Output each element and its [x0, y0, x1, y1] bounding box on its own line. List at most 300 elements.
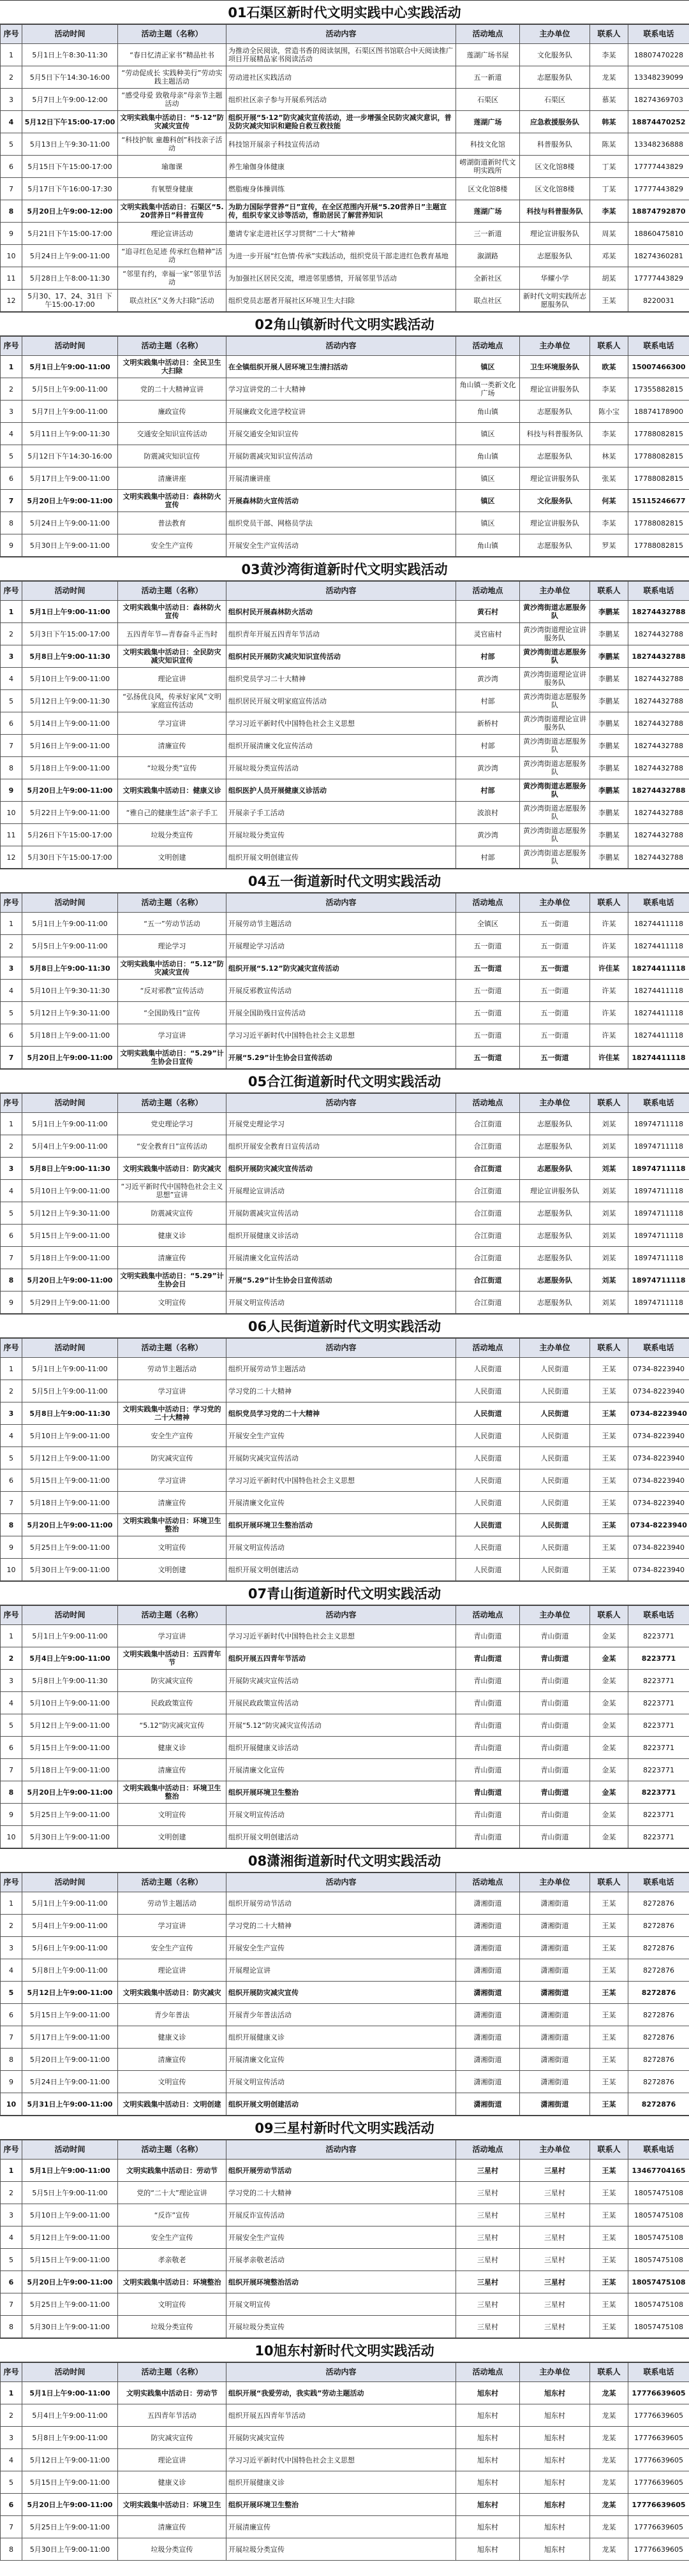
table-cell: 13348236888 — [628, 133, 689, 156]
table-row — [1, 423, 689, 445]
table-cell: 18274432788 — [628, 690, 689, 712]
table-cell: 人民街道 — [456, 1402, 520, 1425]
table-cell: 五四青年节—青春奋斗正当时 — [118, 623, 226, 645]
table-cell: 王某 — [590, 1380, 628, 1402]
table-cell: 5月24日上午9:00-11:00 — [22, 2071, 118, 2093]
table-cell: 5 — [1, 1447, 22, 1469]
table-cell: 5月30日上午9:00-11:00 — [22, 2316, 118, 2338]
section-title: 09三星村新时代文明实践活动 — [0, 2116, 689, 2140]
table-cell: 5月18日上午9:00-11:00 — [22, 757, 118, 779]
table-cell: 防灾减灾宣传 — [118, 1447, 226, 1469]
table-cell: 王某 — [590, 1536, 628, 1559]
table-cell: 黄沙湾街道理论宣讲服务队 — [520, 712, 590, 735]
table-cell: 王某 — [590, 2293, 628, 2316]
table-cell: 金某 — [590, 1647, 628, 1670]
column-header: 联系电话 — [628, 2140, 689, 2160]
table-row — [1, 1269, 689, 1292]
table-cell: 17788082815 — [628, 534, 689, 557]
section-1 — [0, 0, 689, 312]
table-cell: 黄沙湾街道志愿服务队 — [520, 802, 590, 824]
table-row — [1, 401, 689, 423]
table-cell: 5月1日上午9:00-11:00 — [22, 1892, 118, 1915]
table-cell: 文明实践集中活动日：环境卫生 — [118, 2494, 226, 2516]
table-cell: 五一街道 — [520, 1047, 590, 1069]
table-cell: 青山街道 — [456, 1781, 520, 1804]
table-row — [1, 757, 689, 779]
table-cell: 1 — [1, 1358, 22, 1380]
table-cell: 志愿服务队 — [520, 1292, 590, 1314]
table-cell: 7 — [1, 1759, 22, 1781]
table-row — [1, 1514, 689, 1536]
table-cell: 8272876 — [628, 1892, 689, 1915]
table-cell: 4 — [1, 1180, 22, 1202]
activity-table — [0, 2140, 689, 2338]
table-cell: 组织居民开展文明家庭宣传活动 — [226, 690, 456, 712]
table-cell: 7 — [1, 2026, 22, 2049]
table-cell: 青山街道 — [520, 1759, 590, 1781]
column-header: 联系人 — [590, 894, 628, 913]
table-cell: 2 — [1, 2404, 22, 2427]
table-header-row — [1, 2140, 689, 2160]
column-header: 活动主题（名称） — [118, 337, 226, 356]
table-cell: 开展清廉宣传 — [226, 2516, 456, 2538]
table-cell: 文明实践集中活动日：石渠区“5.20营养日”科普宣传 — [118, 200, 226, 223]
table-cell: 青山街道 — [520, 1625, 590, 1647]
table-row — [1, 1469, 689, 1492]
section-title: 03黄沙湾街道新时代文明实践活动 — [0, 557, 689, 581]
column-header: 活动内容 — [226, 1339, 456, 1358]
table-cell: 许佳某 — [590, 957, 628, 980]
table-cell: 5月5日上午9:00-11:00 — [22, 1380, 118, 1402]
column-header: 联系人 — [590, 582, 628, 601]
table-cell: 三星村 — [520, 2182, 590, 2204]
table-cell: 18274432788 — [628, 824, 689, 846]
table-cell: 文明实践集中活动日：环境卫生整治 — [118, 1781, 226, 1804]
table-cell: 组织党员学习二十大精神 — [226, 668, 456, 690]
table-cell: “雅自己的健康生活”亲子手工 — [118, 802, 226, 824]
table-cell: 开展防震减灾宣传活动 — [226, 1202, 456, 1225]
table-cell: 村部 — [456, 690, 520, 712]
table-cell: 刘某 — [590, 1113, 628, 1135]
table-row — [1, 2071, 689, 2093]
table-cell: 文明实践集中活动日：劳动节 — [118, 2160, 226, 2182]
table-cell: 文明实践集中活动日：环境卫生整治 — [118, 1514, 226, 1536]
table-cell: 潇湘街道 — [456, 1937, 520, 1959]
table-cell: 2 — [1, 1135, 22, 1158]
table-cell: 开展垃圾分类宣传活动 — [226, 757, 456, 779]
table-cell: 全镇区 — [456, 913, 520, 935]
table-cell: 组织开展劳动节活动 — [226, 1892, 456, 1915]
table-cell: 0734-8223940 — [628, 1492, 689, 1514]
table-cell: 志愿服务队 — [520, 1202, 590, 1225]
table-row — [1, 935, 689, 957]
table-cell: 李某 — [590, 44, 628, 66]
table-cell: 18874470252 — [628, 111, 689, 133]
table-cell: 青山街道 — [520, 1670, 590, 1692]
table-cell: 10 — [1, 1826, 22, 1848]
table-cell: 10 — [1, 1559, 22, 1581]
section-title: 04五一街道新时代文明实践活动 — [0, 869, 689, 893]
table-cell: 1 — [1, 1625, 22, 1647]
table-cell: 开展安全生产宣传 — [226, 1937, 456, 1959]
table-cell: 潇湘街道 — [456, 2049, 520, 2071]
table-cell: 健康义诊 — [118, 1737, 226, 1759]
table-cell: 开展廉政文化进学校宣讲 — [226, 401, 456, 423]
table-cell: 莲湖广场书屋 — [456, 44, 520, 66]
table-cell: 李鹏某 — [590, 712, 628, 735]
table-row — [1, 980, 689, 1002]
column-header: 序号 — [1, 1873, 22, 1892]
table-header-row — [1, 1339, 689, 1358]
table-cell: 9 — [1, 1292, 22, 1314]
table-cell: 健康义诊 — [118, 2471, 226, 2494]
table-cell: 开展清廉讲座 — [226, 467, 456, 490]
column-header: 联系人 — [590, 1606, 628, 1625]
table-cell: 3 — [1, 957, 22, 980]
table-cell: 五一街道 — [456, 1024, 520, 1047]
table-cell: 组织开展健康义诊 — [226, 2471, 456, 2494]
section-7 — [0, 1581, 689, 1848]
table-cell: 8 — [1, 2316, 22, 2338]
table-row — [1, 2494, 689, 2516]
table-cell: 旭东村 — [520, 2471, 590, 2494]
table-cell: 五一街道 — [520, 913, 590, 935]
table-cell: 4 — [1, 1959, 22, 1982]
table-cell: 志愿服务队 — [520, 1113, 590, 1135]
table-row — [1, 735, 689, 757]
table-row — [1, 1292, 689, 1314]
column-header: 活动地点 — [456, 2363, 520, 2382]
table-cell: 3 — [1, 401, 22, 423]
table-cell: 组织村民开展防灾减灾知识宣传活动 — [226, 645, 456, 668]
table-cell: 学习习近平新时代中国特色社会主义思想 — [226, 1625, 456, 1647]
table-cell: 潇湘街道 — [520, 1937, 590, 1959]
table-row — [1, 1113, 689, 1135]
table-cell: 开展防灾减灾宣传 — [226, 2427, 456, 2449]
table-cell: 文明实践集中活动日：环境整治 — [118, 2271, 226, 2293]
table-cell: 胡某 — [590, 267, 628, 290]
table-cell: 5月10日上午9:00-11:00 — [22, 1692, 118, 1714]
column-header: 活动主题（名称） — [118, 1094, 226, 1113]
column-header: 联系人 — [590, 337, 628, 356]
table-row — [1, 623, 689, 645]
column-header: 活动内容 — [226, 2363, 456, 2382]
table-cell: 18274369703 — [628, 89, 689, 111]
table-cell: 石渠区 — [520, 89, 590, 111]
table-row — [1, 178, 689, 200]
table-cell: 6 — [1, 1225, 22, 1247]
table-cell: 开展森林防火宣传活动 — [226, 490, 456, 512]
table-cell: 5月10日上午9:00-11:00 — [22, 1180, 118, 1202]
table-row — [1, 957, 689, 980]
table-cell: 王某 — [590, 1559, 628, 1581]
table-cell: 5月24日上午9:00-11:00 — [22, 245, 118, 267]
table-cell: 青山街道 — [520, 1781, 590, 1804]
table-cell: 潇湘街道 — [456, 1892, 520, 1915]
table-cell: 8223771 — [628, 1826, 689, 1848]
table-cell: 旭东村 — [456, 2427, 520, 2449]
table-cell: 理论学习 — [118, 935, 226, 957]
table-cell: 组织开展防灾减灾宣传 — [226, 1982, 456, 2004]
table-cell: 李鹏某 — [590, 802, 628, 824]
table-cell: 镇区 — [456, 490, 520, 512]
table-cell: 周某 — [590, 223, 628, 245]
table-row — [1, 1670, 689, 1692]
activity-table — [0, 1605, 689, 1848]
table-cell: 王某 — [590, 1915, 628, 1937]
column-header: 活动内容 — [226, 337, 456, 356]
table-cell: 三星村 — [456, 2249, 520, 2271]
table-cell: 组织开展健康义诊活动 — [226, 1225, 456, 1247]
table-cell: 5月12日下午15:00-17:00 — [22, 111, 118, 133]
table-row — [1, 2404, 689, 2427]
column-header: 活动主题（名称） — [118, 1339, 226, 1358]
table-cell: 13467704165 — [628, 2160, 689, 2182]
table-cell: 17777443829 — [628, 267, 689, 290]
table-cell: 李鹏某 — [590, 846, 628, 869]
column-header: 活动主题（名称） — [118, 25, 226, 44]
table-cell: 民政政策宣传 — [118, 1692, 226, 1714]
table-cell: 11 — [1, 267, 22, 290]
table-cell: 丁某 — [590, 156, 628, 178]
table-cell: 组织开展文明创建宣传 — [226, 846, 456, 869]
table-cell: 理论宣讲 — [118, 1959, 226, 1982]
table-cell: 合江街道 — [456, 1269, 520, 1292]
table-cell: 理论宣讲服务队 — [520, 512, 590, 534]
table-cell: 学习宣讲 — [118, 1625, 226, 1647]
table-cell: 三星村 — [456, 2182, 520, 2204]
table-cell: 青山街道 — [520, 1692, 590, 1714]
table-cell: 组织开展“我爱劳动，我实践”劳动主题活动 — [226, 2382, 456, 2404]
table-cell: 三星村 — [456, 2160, 520, 2182]
table-cell: 18274411118 — [628, 957, 689, 980]
table-cell: 王某 — [590, 1514, 628, 1536]
table-cell: 17788082815 — [628, 467, 689, 490]
table-cell: 合江街道 — [456, 1225, 520, 1247]
table-cell: 崂湖街道新时代文明实践所 — [456, 156, 520, 178]
column-header: 活动时间 — [22, 337, 118, 356]
table-cell: “科技护航 童趣科创”科技亲子活动 — [118, 133, 226, 156]
table-cell: 旭东村 — [456, 2382, 520, 2404]
table-cell: 4 — [1, 423, 22, 445]
table-cell: 6 — [1, 1737, 22, 1759]
table-cell: 8223771 — [628, 1714, 689, 1737]
table-cell: 丁某 — [590, 178, 628, 200]
column-header: 活动地点 — [456, 894, 520, 913]
table-cell: 青山街道 — [520, 1826, 590, 1848]
table-row — [1, 668, 689, 690]
table-cell: 3 — [1, 1158, 22, 1180]
table-cell: 李某 — [590, 423, 628, 445]
table-cell: 志愿服务队 — [520, 245, 590, 267]
table-cell: 龙某 — [590, 2516, 628, 2538]
table-cell: 志愿服务队 — [520, 445, 590, 467]
table-cell: 5月24日上午9:00-11:00 — [22, 512, 118, 534]
table-cell: 金某 — [590, 1670, 628, 1692]
table-cell: 5月15日上午9:00-11:00 — [22, 1225, 118, 1247]
table-cell: “五一”劳动节活动 — [118, 913, 226, 935]
table-cell: 18274432788 — [628, 645, 689, 668]
table-cell: 5月15日上午9:00-11:00 — [22, 1469, 118, 1492]
table-cell: 组织开展“5·12”防灾减灾宣传活动，进一步增强全民防灾减灾意识，普及防灾减灾知识和避险自救互救技能 — [226, 111, 456, 133]
table-cell: 1 — [1, 2160, 22, 2182]
table-cell: 8272876 — [628, 1982, 689, 2004]
table-cell: 8 — [1, 1269, 22, 1292]
table-cell: 7 — [1, 2516, 22, 2538]
table-cell: “反诈”宣传 — [118, 2204, 226, 2226]
table-cell: 7 — [1, 1047, 22, 1069]
column-header: 活动时间 — [22, 25, 118, 44]
table-cell: 学习宣讲 — [118, 1915, 226, 1937]
table-row — [1, 690, 689, 712]
table-cell: 3 — [1, 2427, 22, 2449]
table-row — [1, 1982, 689, 2004]
table-cell: 华耀小学 — [520, 267, 590, 290]
column-header: 序号 — [1, 25, 22, 44]
table-cell: 开展党史理论学习 — [226, 1113, 456, 1135]
table-row — [1, 1536, 689, 1559]
table-cell: 5月1日上午9:00-11:00 — [22, 913, 118, 935]
table-row — [1, 645, 689, 668]
table-cell: 五一新道 — [456, 66, 520, 89]
table-row — [1, 1225, 689, 1247]
table-cell: 11 — [1, 824, 22, 846]
table-cell: 5月26日下午15:00-17:00 — [22, 824, 118, 846]
table-cell: 科技馆开展亲子科技宣传活动 — [226, 133, 456, 156]
table-cell: 金某 — [590, 1781, 628, 1804]
column-header: 主办单位 — [520, 2363, 590, 2382]
table-cell: 村部 — [456, 779, 520, 802]
table-cell: 开展理论宣讲活动 — [226, 1180, 456, 1202]
table-cell: 清廉宣传 — [118, 2516, 226, 2538]
table-cell: 开展防灾减灾宣传活动 — [226, 1670, 456, 1692]
table-cell: 组织开展健康义诊活动 — [226, 1737, 456, 1759]
table-cell: 5月12日上午9:30-11:00 — [22, 1202, 118, 1225]
table-cell: 17776639605 — [628, 2516, 689, 2538]
table-cell: 5月30日上午9:00-11:00 — [22, 534, 118, 557]
table-cell: 开展清廉文化宣传活动 — [226, 1247, 456, 1269]
table-cell: 5月12日下午14:30-16:00 — [22, 445, 118, 467]
table-cell: 龙某 — [590, 2449, 628, 2471]
table-cell: 潇湘街道 — [456, 1959, 520, 1982]
table-cell: 5月20日上午9:00-11:00 — [22, 1514, 118, 1536]
section-title: 10旭东村新时代文明实践活动 — [0, 2338, 689, 2362]
table-cell: 组织党员干部、网格员学法 — [226, 512, 456, 534]
table-cell: 金某 — [590, 1714, 628, 1737]
table-cell: 18274432788 — [628, 757, 689, 779]
column-header: 活动地点 — [456, 1339, 520, 1358]
column-header: 活动时间 — [22, 2363, 118, 2382]
table-cell: 5月12日上午9:00-11:30 — [22, 690, 118, 712]
table-cell: 开展反诈宣传活动 — [226, 2204, 456, 2226]
table-cell: 5 — [1, 2249, 22, 2271]
table-cell: 学习习近平新时代中国特色社会主义思想 — [226, 1469, 456, 1492]
column-header: 序号 — [1, 2140, 22, 2160]
table-cell: 5月1日上午9:00-11:00 — [22, 1358, 118, 1380]
table-cell: 志愿服务队 — [520, 1225, 590, 1247]
table-cell: 王某 — [590, 2071, 628, 2093]
table-cell: 韩某 — [590, 111, 628, 133]
table-cell: 应急救援服务队 — [520, 111, 590, 133]
table-row — [1, 1492, 689, 1514]
table-cell: 8223771 — [628, 1737, 689, 1759]
table-row — [1, 490, 689, 512]
table-row — [1, 1559, 689, 1581]
table-row — [1, 1759, 689, 1781]
table-cell: 三星村 — [520, 2204, 590, 2226]
table-cell: 0734-8223940 — [628, 1380, 689, 1402]
activity-table — [0, 1873, 689, 2116]
table-row — [1, 1781, 689, 1804]
table-cell: “反对邪教”宣传活动 — [118, 980, 226, 1002]
table-cell: 王某 — [590, 2093, 628, 2116]
table-cell: 合江街道 — [456, 1180, 520, 1202]
table-cell: 交通安全知识宣传活动 — [118, 423, 226, 445]
table-cell: 5月25日上午9:00-11:00 — [22, 2516, 118, 2538]
table-cell: 清廉宣传 — [118, 2049, 226, 2071]
table-cell: 5月6日上午9:00-11:00 — [22, 1937, 118, 1959]
table-cell: 5 — [1, 445, 22, 467]
section-3 — [0, 557, 689, 869]
table-cell: 4 — [1, 1692, 22, 1714]
table-cell: 17776639605 — [628, 2538, 689, 2561]
table-cell: 志愿服务队 — [520, 66, 590, 89]
column-header: 序号 — [1, 894, 22, 913]
table-cell: 王某 — [590, 2204, 628, 2226]
table-cell: 李鹏某 — [590, 779, 628, 802]
table-cell: 8 — [1, 757, 22, 779]
table-cell: 文明实践集中活动日：防灾减灾 — [118, 1982, 226, 2004]
table-cell: 7 — [1, 1247, 22, 1269]
table-cell: 区文化馆8楼 — [520, 156, 590, 178]
table-cell: 李鹏某 — [590, 623, 628, 645]
table-cell: 龙某 — [590, 2471, 628, 2494]
table-cell: 金某 — [590, 1804, 628, 1826]
table-cell: 5月12日上午9:00-11:00 — [22, 2449, 118, 2471]
table-cell: 18057475108 — [628, 2204, 689, 2226]
table-cell: 5月8日上午9:00-11:30 — [22, 645, 118, 668]
table-cell: 青山街道 — [456, 1670, 520, 1692]
table-cell: 18974711118 — [628, 1269, 689, 1292]
table-cell: 劳动节主题活动 — [118, 1892, 226, 1915]
table-cell: 黄沙湾 — [456, 757, 520, 779]
table-cell: 黄沙湾街道理论宣讲服务队 — [520, 668, 590, 690]
table-cell: 4 — [1, 2226, 22, 2249]
column-header: 主办单位 — [520, 582, 590, 601]
table-cell: 人民街道 — [456, 1425, 520, 1447]
table-cell: 志愿服务队 — [520, 1135, 590, 1158]
table-cell: 组织开展安全教育日宣传活动 — [226, 1135, 456, 1158]
table-row — [1, 2427, 689, 2449]
table-cell: 区文化馆8楼 — [456, 178, 520, 200]
table-cell: 三星村 — [456, 2204, 520, 2226]
table-cell: 刘某 — [590, 1292, 628, 1314]
table-cell: 理论宣讲服务队 — [520, 223, 590, 245]
column-header: 联系电话 — [628, 2363, 689, 2382]
table-cell: 5月20日上午9:00-11:00 — [22, 490, 118, 512]
table-cell: 开展垃圾分类宣传 — [226, 2316, 456, 2338]
table-row — [1, 267, 689, 290]
table-cell: 18274432788 — [628, 846, 689, 869]
table-cell: 安全生产宣传 — [118, 534, 226, 557]
table-cell: 5月30日下午15:00-17:00 — [22, 846, 118, 869]
table-cell: 开展清廉文化宣传 — [226, 1492, 456, 1514]
table-cell: 1 — [1, 601, 22, 623]
table-cell: 5月25日上午9:00-11:00 — [22, 1804, 118, 1826]
table-cell: 三星村 — [520, 2271, 590, 2293]
column-header: 序号 — [1, 1339, 22, 1358]
table-cell: 李鹏某 — [590, 690, 628, 712]
